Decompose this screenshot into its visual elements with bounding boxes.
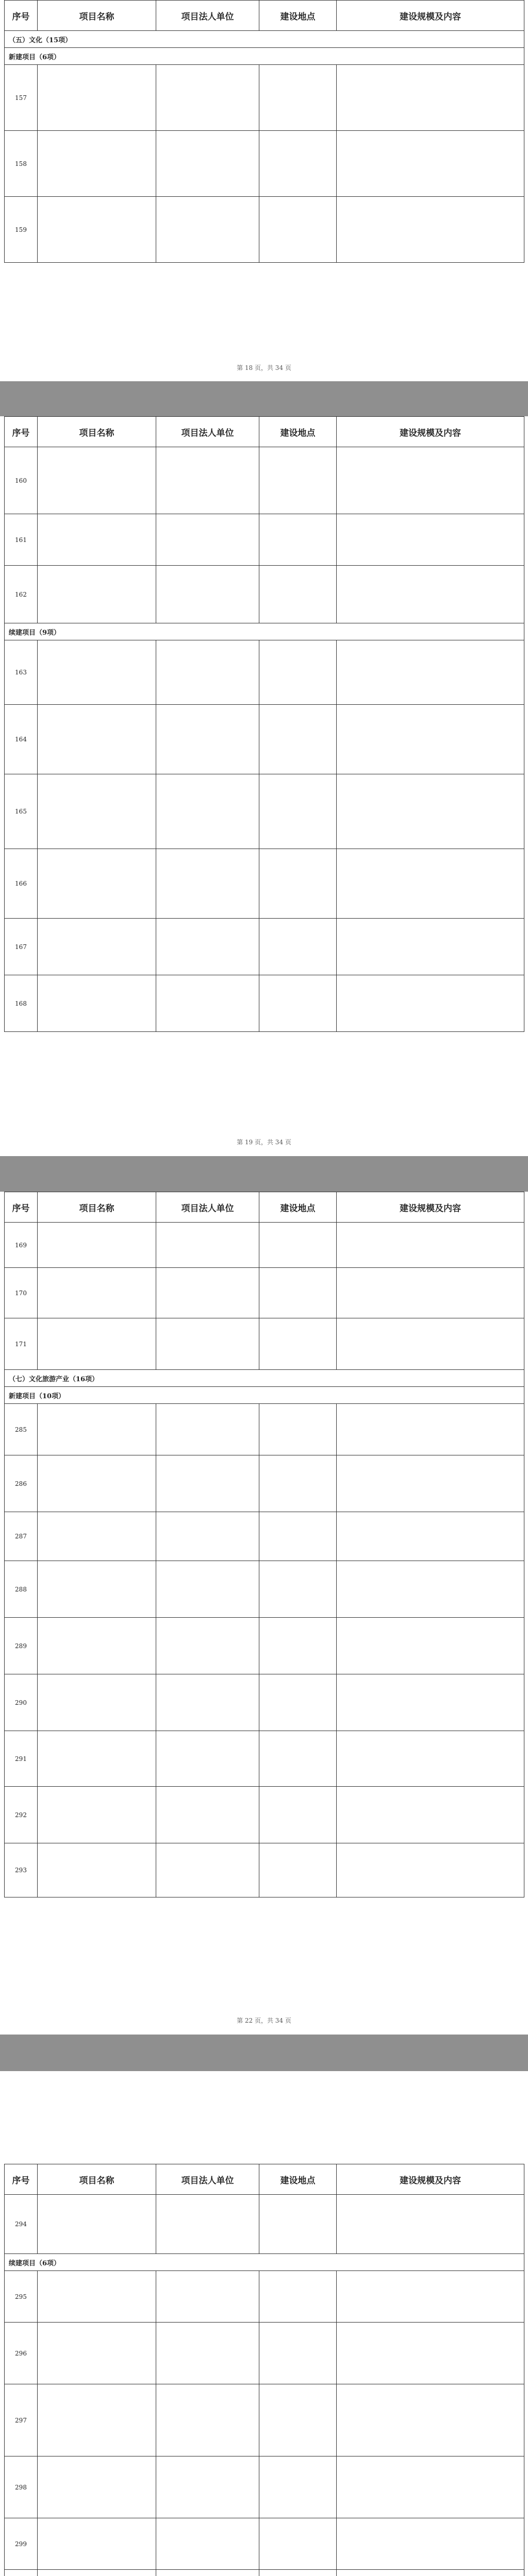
project-location bbox=[259, 2271, 337, 2323]
header-name: 项目名称 bbox=[38, 417, 156, 447]
table-row bbox=[5, 919, 524, 975]
row-number: 290 bbox=[5, 1674, 38, 1731]
project-location bbox=[259, 2518, 337, 2570]
project-name bbox=[38, 2195, 156, 2254]
table-row bbox=[5, 2384, 524, 2456]
project-name bbox=[38, 1455, 156, 1512]
table-row bbox=[5, 1268, 524, 1318]
row-number: 298 bbox=[5, 2456, 38, 2518]
project-location bbox=[259, 447, 337, 514]
row-number: 169 bbox=[5, 1223, 38, 1268]
header-no: 序号 bbox=[5, 417, 38, 447]
project-owner bbox=[156, 2570, 259, 2576]
table-row bbox=[5, 1223, 524, 1268]
project-name bbox=[38, 705, 156, 774]
project-name bbox=[38, 774, 156, 849]
header-name: 项目名称 bbox=[38, 1, 156, 31]
project-location bbox=[259, 1618, 337, 1674]
row-number: 299 bbox=[5, 2518, 38, 2570]
page-footer: 第 22 页，共 34 页 bbox=[237, 2017, 291, 2024]
table-header-row bbox=[5, 1192, 524, 1223]
project-content bbox=[337, 131, 524, 197]
project-content bbox=[337, 2518, 524, 2570]
project-owner bbox=[156, 197, 259, 263]
table-row bbox=[5, 566, 524, 623]
table-row bbox=[5, 2195, 524, 2254]
header-no: 序号 bbox=[5, 1, 38, 31]
row-number: 295 bbox=[5, 2271, 38, 2323]
table-row bbox=[5, 774, 524, 849]
project-location bbox=[259, 1843, 337, 1897]
row-number: 289 bbox=[5, 1618, 38, 1674]
project-table bbox=[4, 2164, 524, 2576]
header-owner: 项目法人单位 bbox=[156, 1192, 259, 1223]
header-location: 建设地点 bbox=[259, 1192, 337, 1223]
project-name bbox=[38, 2384, 156, 2456]
project-location bbox=[259, 1561, 337, 1618]
table-row bbox=[5, 1787, 524, 1843]
header-owner: 项目法人单位 bbox=[156, 2164, 259, 2195]
project-name bbox=[38, 1674, 156, 1731]
project-owner bbox=[156, 1404, 259, 1455]
project-location bbox=[259, 1455, 337, 1512]
section-row bbox=[5, 2254, 524, 2271]
project-table bbox=[4, 0, 524, 263]
project-content bbox=[337, 1404, 524, 1455]
page-footer: 第 19 页，共 34 页 bbox=[237, 1139, 291, 1146]
project-owner bbox=[156, 774, 259, 849]
project-location bbox=[259, 774, 337, 849]
project-owner bbox=[156, 2271, 259, 2323]
project-name bbox=[38, 2323, 156, 2384]
section-row bbox=[5, 48, 524, 65]
document-page bbox=[0, 416, 528, 1156]
header-no: 序号 bbox=[5, 2164, 38, 2195]
table-row bbox=[5, 1843, 524, 1897]
project-content bbox=[337, 1843, 524, 1897]
table-header-row bbox=[5, 417, 524, 447]
project-name bbox=[38, 1561, 156, 1618]
table-row bbox=[5, 1455, 524, 1512]
project-owner bbox=[156, 2456, 259, 2518]
document-page bbox=[0, 0, 528, 381]
project-content bbox=[337, 2570, 524, 2576]
project-content bbox=[337, 2271, 524, 2323]
project-content bbox=[337, 197, 524, 263]
row-number: 162 bbox=[5, 566, 38, 623]
project-content bbox=[337, 1223, 524, 1268]
project-location bbox=[259, 1787, 337, 1843]
project-name bbox=[38, 640, 156, 705]
header-owner: 项目法人单位 bbox=[156, 1, 259, 31]
project-location bbox=[259, 197, 337, 263]
header-name: 项目名称 bbox=[38, 2164, 156, 2195]
project-content bbox=[337, 1731, 524, 1787]
project-owner bbox=[156, 447, 259, 514]
header-owner: 项目法人单位 bbox=[156, 417, 259, 447]
project-location bbox=[259, 2570, 337, 2576]
document-page bbox=[0, 1192, 528, 2035]
project-name bbox=[38, 2271, 156, 2323]
project-content bbox=[337, 1561, 524, 1618]
project-name bbox=[38, 566, 156, 623]
project-name bbox=[38, 2518, 156, 2570]
project-name bbox=[38, 1318, 156, 1370]
table-row bbox=[5, 975, 524, 1032]
project-owner bbox=[156, 1731, 259, 1787]
table-row bbox=[5, 705, 524, 774]
section-title: 续建项目（6项） bbox=[5, 2254, 524, 2271]
row-number: 292 bbox=[5, 1787, 38, 1843]
table-row bbox=[5, 2570, 524, 2576]
row-number: 291 bbox=[5, 1731, 38, 1787]
project-location bbox=[259, 2456, 337, 2518]
project-owner bbox=[156, 1843, 259, 1897]
project-owner bbox=[156, 131, 259, 197]
project-name bbox=[38, 1404, 156, 1455]
project-content bbox=[337, 1455, 524, 1512]
row-number: 171 bbox=[5, 1318, 38, 1370]
row-number: 286 bbox=[5, 1455, 38, 1512]
project-owner bbox=[156, 1268, 259, 1318]
project-content bbox=[337, 2323, 524, 2384]
project-name bbox=[38, 1843, 156, 1897]
row-number: 287 bbox=[5, 1512, 38, 1561]
project-location bbox=[259, 131, 337, 197]
project-owner bbox=[156, 1512, 259, 1561]
project-owner bbox=[156, 1561, 259, 1618]
project-content bbox=[337, 566, 524, 623]
project-owner bbox=[156, 705, 259, 774]
project-name bbox=[38, 447, 156, 514]
table-header-row bbox=[5, 1, 524, 31]
project-content bbox=[337, 1674, 524, 1731]
project-content bbox=[337, 2456, 524, 2518]
table-row bbox=[5, 131, 524, 197]
project-content bbox=[337, 1318, 524, 1370]
project-location bbox=[259, 849, 337, 919]
project-owner bbox=[156, 1618, 259, 1674]
row-number: 167 bbox=[5, 919, 38, 975]
project-location bbox=[259, 975, 337, 1032]
project-content bbox=[337, 849, 524, 919]
project-table bbox=[4, 416, 524, 1032]
table-row bbox=[5, 849, 524, 919]
project-content bbox=[337, 2384, 524, 2456]
table-row bbox=[5, 1674, 524, 1731]
row-number: 164 bbox=[5, 705, 38, 774]
section-title: 新建项目（6项） bbox=[5, 48, 524, 65]
table-row bbox=[5, 2323, 524, 2384]
project-location bbox=[259, 65, 337, 131]
row-number: 294 bbox=[5, 2195, 38, 2254]
project-name bbox=[38, 1268, 156, 1318]
project-name bbox=[38, 849, 156, 919]
project-owner bbox=[156, 849, 259, 919]
table-row bbox=[5, 1561, 524, 1618]
project-owner bbox=[156, 640, 259, 705]
row-number bbox=[5, 2570, 38, 2576]
row-number: 157 bbox=[5, 65, 38, 131]
row-number: 168 bbox=[5, 975, 38, 1032]
table-row bbox=[5, 447, 524, 514]
project-content bbox=[337, 514, 524, 566]
project-name bbox=[38, 1787, 156, 1843]
project-content bbox=[337, 705, 524, 774]
project-owner bbox=[156, 514, 259, 566]
table-row bbox=[5, 2271, 524, 2323]
table-row bbox=[5, 1618, 524, 1674]
header-content: 建设规模及内容 bbox=[337, 417, 524, 447]
header-location: 建设地点 bbox=[259, 417, 337, 447]
project-owner bbox=[156, 2384, 259, 2456]
table-row bbox=[5, 514, 524, 566]
project-name bbox=[38, 197, 156, 263]
document-page bbox=[0, 2071, 528, 2576]
project-owner bbox=[156, 2518, 259, 2570]
project-name bbox=[38, 919, 156, 975]
project-location bbox=[259, 1512, 337, 1561]
table-row bbox=[5, 197, 524, 263]
project-owner bbox=[156, 2195, 259, 2254]
project-location bbox=[259, 2384, 337, 2456]
project-owner bbox=[156, 1787, 259, 1843]
project-owner bbox=[156, 2323, 259, 2384]
project-owner bbox=[156, 1223, 259, 1268]
header-content: 建设规模及内容 bbox=[337, 1192, 524, 1223]
project-location bbox=[259, 919, 337, 975]
project-content bbox=[337, 2195, 524, 2254]
project-table bbox=[4, 1192, 524, 1897]
project-name bbox=[38, 1223, 156, 1268]
project-owner bbox=[156, 975, 259, 1032]
project-name bbox=[38, 514, 156, 566]
section-title: 续建项目（9项） bbox=[5, 623, 524, 640]
row-number: 161 bbox=[5, 514, 38, 566]
project-location bbox=[259, 1404, 337, 1455]
row-number: 297 bbox=[5, 2384, 38, 2456]
project-owner bbox=[156, 919, 259, 975]
section-row bbox=[5, 1370, 524, 1387]
row-number: 170 bbox=[5, 1268, 38, 1318]
header-no: 序号 bbox=[5, 1192, 38, 1223]
project-name bbox=[38, 65, 156, 131]
project-location bbox=[259, 566, 337, 623]
project-name bbox=[38, 1512, 156, 1561]
project-name bbox=[38, 1731, 156, 1787]
project-content bbox=[337, 774, 524, 849]
project-content bbox=[337, 1618, 524, 1674]
project-location bbox=[259, 1731, 337, 1787]
row-number: 159 bbox=[5, 197, 38, 263]
row-number: 166 bbox=[5, 849, 38, 919]
row-number: 163 bbox=[5, 640, 38, 705]
project-content bbox=[337, 1512, 524, 1561]
project-location bbox=[259, 1223, 337, 1268]
row-number: 293 bbox=[5, 1843, 38, 1897]
table-row bbox=[5, 640, 524, 705]
project-content bbox=[337, 1268, 524, 1318]
project-name bbox=[38, 2570, 156, 2576]
header-content: 建设规模及内容 bbox=[337, 1, 524, 31]
project-owner bbox=[156, 1674, 259, 1731]
project-location bbox=[259, 2323, 337, 2384]
table-row bbox=[5, 1318, 524, 1370]
project-name bbox=[38, 1618, 156, 1674]
project-content bbox=[337, 975, 524, 1032]
row-number: 160 bbox=[5, 447, 38, 514]
header-location: 建设地点 bbox=[259, 2164, 337, 2195]
header-location: 建设地点 bbox=[259, 1, 337, 31]
project-location bbox=[259, 1318, 337, 1370]
project-content bbox=[337, 1787, 524, 1843]
project-content bbox=[337, 447, 524, 514]
project-content bbox=[337, 65, 524, 131]
project-location bbox=[259, 1674, 337, 1731]
page-footer: 第 18 页，共 34 页 bbox=[237, 364, 291, 371]
table-row bbox=[5, 1404, 524, 1455]
row-number: 288 bbox=[5, 1561, 38, 1618]
project-owner bbox=[156, 1318, 259, 1370]
project-owner bbox=[156, 566, 259, 623]
project-owner bbox=[156, 1455, 259, 1512]
section-title: （五）文化（15项） bbox=[5, 31, 524, 48]
table-row bbox=[5, 2518, 524, 2570]
project-name bbox=[38, 131, 156, 197]
project-name bbox=[38, 2456, 156, 2518]
row-number: 165 bbox=[5, 774, 38, 849]
project-location bbox=[259, 1268, 337, 1318]
table-row bbox=[5, 2456, 524, 2518]
section-title: （七）文化旅游产业（16项） bbox=[5, 1370, 524, 1387]
project-location bbox=[259, 514, 337, 566]
section-row bbox=[5, 623, 524, 640]
project-name bbox=[38, 975, 156, 1032]
header-content: 建设规模及内容 bbox=[337, 2164, 524, 2195]
table-row bbox=[5, 1512, 524, 1561]
row-number: 158 bbox=[5, 131, 38, 197]
section-row bbox=[5, 1387, 524, 1404]
header-name: 项目名称 bbox=[38, 1192, 156, 1223]
row-number: 285 bbox=[5, 1404, 38, 1455]
project-content bbox=[337, 640, 524, 705]
project-location bbox=[259, 705, 337, 774]
project-owner bbox=[156, 65, 259, 131]
project-location bbox=[259, 2195, 337, 2254]
section-row bbox=[5, 31, 524, 48]
section-title: 新建项目（10项） bbox=[5, 1387, 524, 1404]
table-header-row bbox=[5, 2164, 524, 2195]
project-content bbox=[337, 919, 524, 975]
table-row bbox=[5, 1731, 524, 1787]
row-number: 296 bbox=[5, 2323, 38, 2384]
table-row bbox=[5, 65, 524, 131]
project-location bbox=[259, 640, 337, 705]
